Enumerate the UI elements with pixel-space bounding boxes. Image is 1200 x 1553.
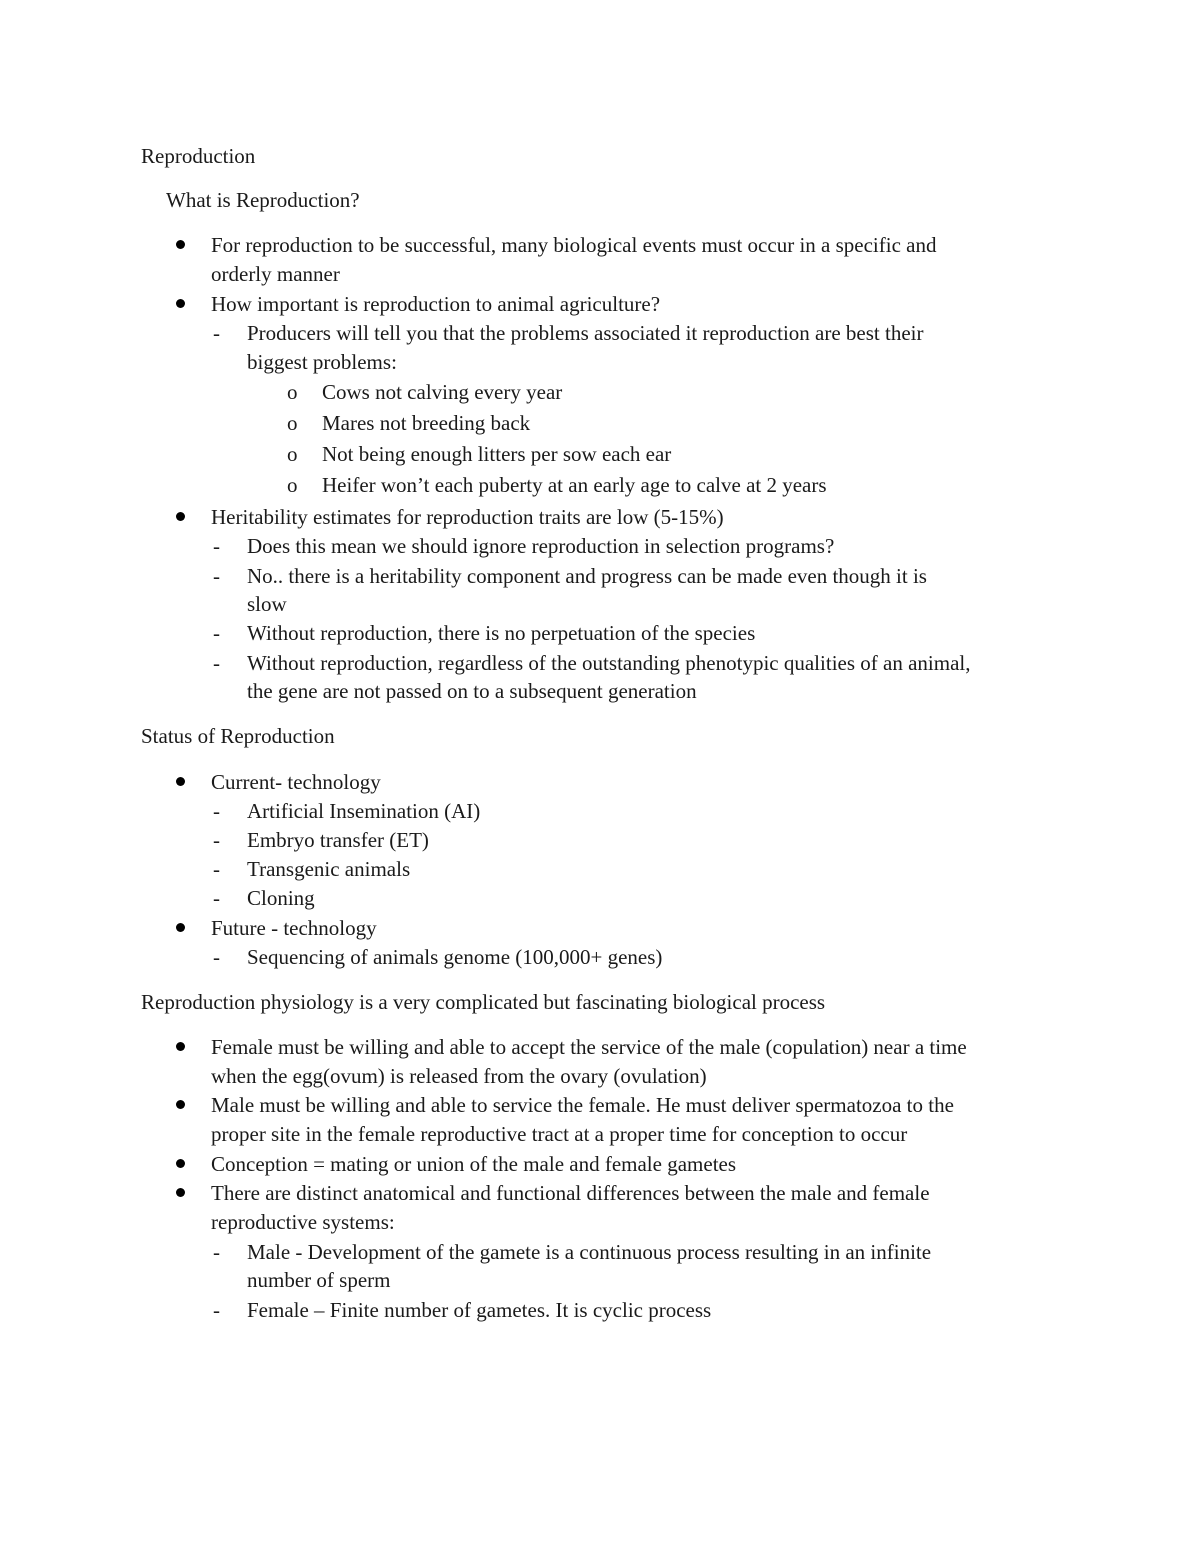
sub-sub-item-text: Mares not breeding back	[322, 411, 531, 435]
dash-marker: -	[213, 828, 220, 852]
list-item-text: Male must be willing and able to service the female. He must deliver spermatozoa to the	[211, 1093, 954, 1117]
list-item-text: proper site in the female reproductive tract at a proper time for conception to occur	[211, 1122, 908, 1146]
bullet-icon	[176, 299, 185, 308]
bullet-icon	[176, 1159, 185, 1168]
list-item-text: Future - technology	[211, 916, 377, 940]
list-item-text: Female must be willing and able to accept the service of the male (copulation) near a time	[211, 1035, 967, 1059]
list-item-text: reproductive systems:	[211, 1210, 395, 1234]
list-item-text: How important is reproduction to animal agriculture?	[211, 292, 661, 316]
sub-item-text: biggest problems:	[247, 350, 397, 374]
dash-marker: -	[213, 321, 220, 345]
sub-item-text: Male - Development of the gamete is a continuous process resulting in an infinite	[247, 1240, 932, 1264]
sub-item-text: Without reproduction, there is no perpetuation of the species	[247, 621, 756, 645]
document-title: Reproduction	[141, 144, 256, 168]
dash-marker: -	[213, 799, 220, 823]
section-heading-physiology: Reproduction physiology is a very complicated but fascinating biological process	[141, 990, 826, 1014]
sub-item-text: Embryo transfer (ET)	[247, 828, 429, 852]
section-heading-what-is-reproduction: What is Reproduction?	[166, 188, 360, 212]
circle-marker: o	[287, 442, 298, 466]
dash-marker: -	[213, 621, 220, 645]
dash-marker: -	[213, 564, 220, 588]
dash-marker: -	[213, 945, 220, 969]
bullet-icon	[176, 777, 185, 786]
circle-marker: o	[287, 411, 298, 435]
sub-item-text: No.. there is a heritability component and progress can be made even though it is	[247, 564, 927, 588]
sub-sub-item-text: Not being enough litters per sow each ear	[322, 442, 672, 466]
sub-item-text: Sequencing of animals genome (100,000+ genes)	[247, 945, 663, 969]
sub-sub-item-text: Heifer won’t each puberty at an early age to calve at 2 years	[322, 473, 827, 497]
circle-marker: o	[287, 380, 298, 404]
bullet-icon	[176, 240, 185, 249]
dash-marker: -	[213, 886, 220, 910]
sub-item-text: the gene are not passed on to a subsequent generation	[247, 679, 697, 703]
list-item-text: orderly manner	[211, 262, 340, 286]
bullet-icon	[176, 1042, 185, 1051]
sub-item-text: number of sperm	[247, 1268, 391, 1292]
sub-item-text: slow	[247, 592, 287, 616]
dash-marker: -	[213, 1298, 220, 1322]
sub-item-text: Does this mean we should ignore reproduction in selection programs?	[247, 534, 835, 558]
sub-item-text: Without reproduction, regardless of the outstanding phenotypic qualities of an animal,	[247, 651, 971, 675]
dash-marker: -	[213, 1240, 220, 1264]
list-item-text: Conception = mating or union of the male and female gametes	[211, 1152, 737, 1176]
sub-sub-item-text: Cows not calving every year	[322, 380, 563, 404]
dash-marker: -	[213, 857, 220, 881]
list-item-text: There are distinct anatomical and functional differences between the male and female	[211, 1181, 930, 1205]
sub-item-text: Female – Finite number of gametes. It is cyclic process	[247, 1298, 712, 1322]
sub-item-text: Producers will tell you that the problems associated it reproduction are best their	[247, 321, 924, 345]
list-item-text: when the egg(ovum) is released from the ovary (ovulation)	[211, 1064, 707, 1088]
bullet-icon	[176, 512, 185, 521]
sub-item-text: Transgenic animals	[247, 857, 411, 881]
list-item-text: For reproduction to be successful, many biological events must occur in a specific and	[211, 233, 937, 257]
sub-item-text: Cloning	[247, 886, 315, 910]
circle-marker: o	[287, 473, 298, 497]
section-heading-status: Status of Reproduction	[141, 724, 335, 748]
list-item-text: Current- technology	[211, 770, 381, 794]
dash-marker: -	[213, 534, 220, 558]
sub-item-text: Artificial Insemination (AI)	[247, 799, 481, 823]
bullet-icon	[176, 1188, 185, 1197]
dash-marker: -	[213, 651, 220, 675]
bullet-icon	[176, 923, 185, 932]
bullet-icon	[176, 1100, 185, 1109]
list-item-text: Heritability estimates for reproduction traits are low (5-15%)	[211, 505, 724, 529]
